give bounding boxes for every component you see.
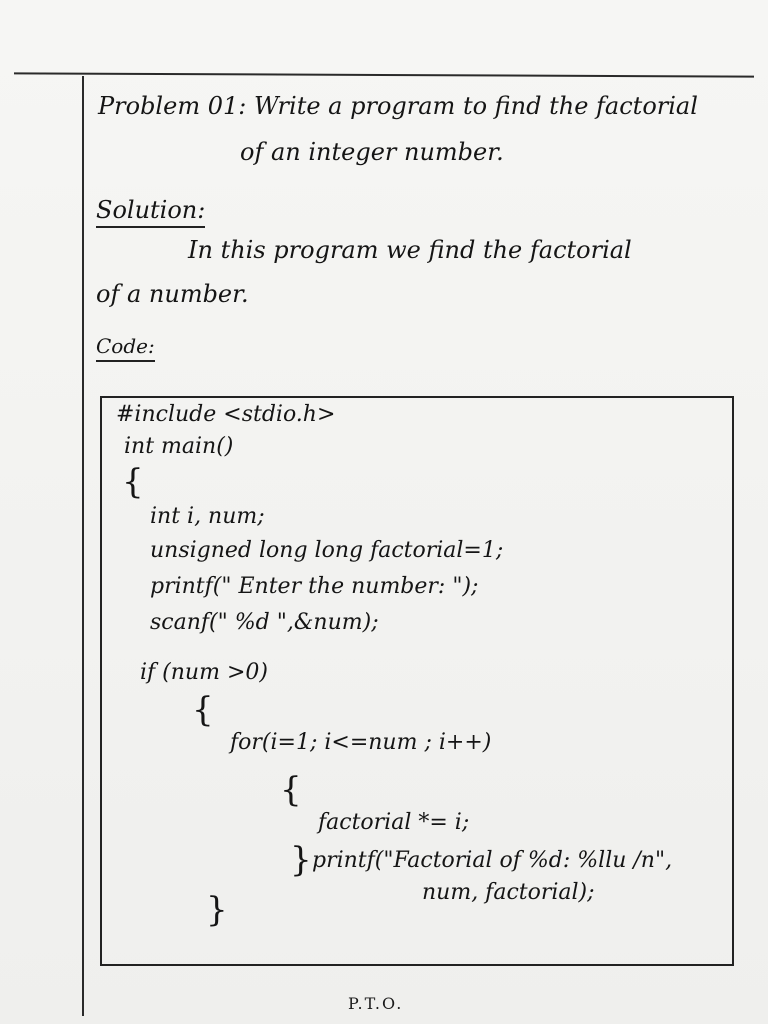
code-line-open-brace-if: { bbox=[192, 690, 214, 730]
problem-label: Problem 01: bbox=[98, 92, 247, 120]
code-line-for: for(i=1; i<=num ; i++) bbox=[230, 730, 492, 755]
code-line-open-brace-main: { bbox=[122, 462, 144, 502]
code-line-include: #include <stdio.h> bbox=[116, 402, 336, 427]
code-line-printf-result: printf("Factorial of %d: %llu /n", bbox=[312, 848, 673, 873]
problem-text-line2: of an integer number. bbox=[240, 138, 504, 166]
code-line-main: int main() bbox=[124, 434, 234, 459]
code-line-declare-int: int i, num; bbox=[150, 504, 265, 529]
code-line-scanf: scanf(" %d ",&num); bbox=[150, 610, 379, 635]
solution-heading: Solution: bbox=[96, 196, 205, 228]
code-line-open-brace-for: { bbox=[280, 770, 302, 810]
problem-text-line1: Write a program to find the factorial bbox=[253, 92, 698, 120]
left-margin-line bbox=[82, 76, 84, 1016]
code-line-close-brace-if: } bbox=[206, 890, 228, 930]
code-heading: Code: bbox=[96, 334, 155, 362]
code-line-if: if (num >0) bbox=[140, 660, 268, 685]
code-line-printf-args: num, factorial); bbox=[422, 880, 595, 905]
top-margin-line bbox=[14, 72, 754, 77]
page-footer-pto: P.T.O. bbox=[348, 994, 404, 1013]
code-line-close-brace-for: } bbox=[290, 840, 312, 880]
solution-line1: In this program we find the factorial bbox=[188, 236, 632, 264]
problem-statement-line1 bbox=[98, 92, 698, 120]
code-line-printf-prompt: printf(" Enter the number: "); bbox=[150, 574, 479, 599]
code-line-declare-factorial: unsigned long long factorial=1; bbox=[150, 538, 504, 563]
code-line-factorial-multiply: factorial *= i; bbox=[318, 810, 470, 835]
solution-line2: of a number. bbox=[96, 280, 249, 308]
